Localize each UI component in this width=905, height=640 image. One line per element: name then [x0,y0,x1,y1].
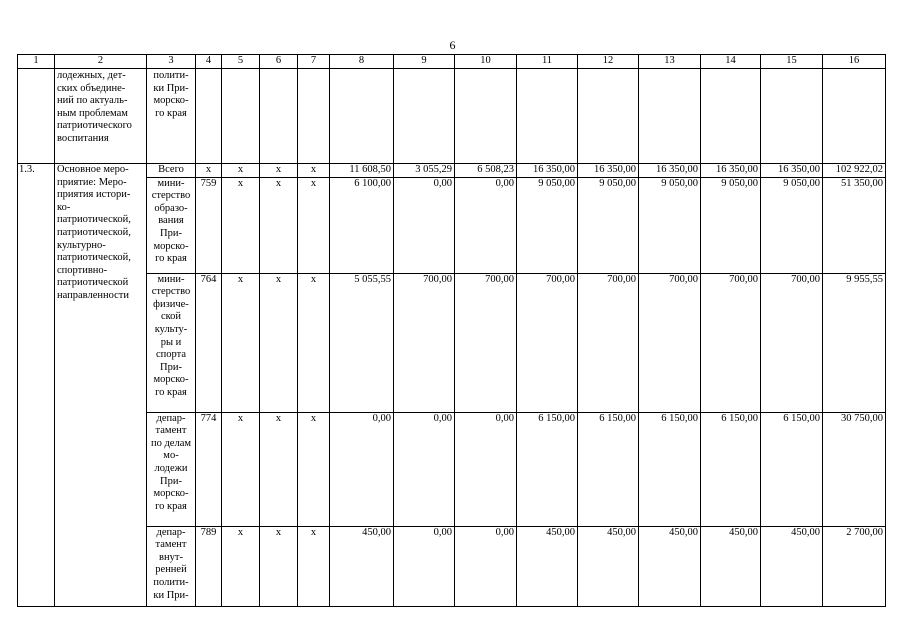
value-cell-15: 16 350,00 [761,164,823,178]
value-cell-16: 51 350,00 [823,177,886,273]
x-cell: х [260,177,298,273]
value-cell-15: 6 150,00 [761,412,823,526]
table-row [18,412,886,526]
column-number-2: 2 [55,55,147,69]
table-row [18,164,886,178]
code-cell: 764 [196,273,222,412]
value-cell-16: 9 955,55 [823,273,886,412]
code-cell: 774 [196,412,222,526]
x-cell: х [222,273,260,412]
x-cell: х [298,177,330,273]
value-cell-10: 0,00 [455,526,517,606]
value-cell-16: 102 922,02 [823,164,886,178]
value-cell-13: 9 050,00 [639,177,701,273]
value-cell-12: 16 350,00 [578,164,639,178]
code-cell: х [196,164,222,178]
value-cell-8: 0,00 [330,412,394,526]
value-cell-13: 450,00 [639,526,701,606]
value-cell-15: 450,00 [761,526,823,606]
value-cell-15: 9 050,00 [761,177,823,273]
value-cell-13: 6 150,00 [639,412,701,526]
value-cell-9: 3 055,29 [394,164,455,178]
value-cell-12: 6 150,00 [578,412,639,526]
value-cell-9: 0,00 [394,412,455,526]
column-number-9: 9 [394,55,455,69]
measure-name: лодежных, дет- ских объедине- ний по актуаль- ным проблемам патриотического воспитания [57,70,132,144]
table-row [18,177,886,273]
empty-cell [823,69,886,164]
column-number-13: 13 [639,55,701,69]
executor-cell: депар- тамент внут- ренней полити- ки При- [147,526,196,606]
executor-cell: Всего [147,164,196,178]
table-row [18,273,886,412]
value-cell-11: 6 150,00 [517,412,578,526]
value-cell-8: 450,00 [330,526,394,606]
x-cell: х [260,273,298,412]
value-cell-16: 2 700,00 [823,526,886,606]
empty-cell [260,69,298,164]
value-cell-12: 700,00 [578,273,639,412]
value-cell-8: 5 055,55 [330,273,394,412]
empty-cell [701,69,761,164]
executor-cell [147,69,196,164]
x-cell: х [222,164,260,178]
empty-cell [517,69,578,164]
value-cell-10: 6 508,23 [455,164,517,178]
column-number-16: 16 [823,55,886,69]
x-cell: х [260,412,298,526]
value-cell-14: 16 350,00 [701,164,761,178]
page-number: 6 [449,38,456,52]
x-cell: х [222,412,260,526]
value-cell-8: 6 100,00 [330,177,394,273]
value-cell-8: 11 608,50 [330,164,394,178]
column-number-14: 14 [701,55,761,69]
value-cell-11: 700,00 [517,273,578,412]
x-cell: х [260,164,298,178]
value-cell-13: 16 350,00 [639,164,701,178]
empty-cell [761,69,823,164]
empty-cell [222,69,260,164]
value-cell-11: 9 050,00 [517,177,578,273]
row-number-cell [18,69,55,164]
empty-cell [394,69,455,164]
x-cell: х [298,164,330,178]
value-cell-16: 30 750,00 [823,412,886,526]
column-number-15: 15 [761,55,823,69]
executor-cell: депар- тамент по делам мо- лодежи При- морско- го края [147,412,196,526]
column-number-7: 7 [298,55,330,69]
x-cell: х [222,177,260,273]
column-number-row [18,55,886,69]
executor-cell: мини- стерство образо- вания При- морско- го края [147,177,196,273]
code-cell: 759 [196,177,222,273]
value-cell-14: 700,00 [701,273,761,412]
measure-name-cell [55,69,147,164]
value-cell-14: 6 150,00 [701,412,761,526]
value-cell-10: 0,00 [455,412,517,526]
value-cell-9: 0,00 [394,177,455,273]
value-cell-12: 450,00 [578,526,639,606]
value-cell-12: 9 050,00 [578,177,639,273]
x-cell: х [298,412,330,526]
continuation-row [18,69,886,164]
column-number-12: 12 [578,55,639,69]
empty-cell [578,69,639,164]
value-cell-9: 0,00 [394,526,455,606]
column-number-5: 5 [222,55,260,69]
column-number-8: 8 [330,55,394,69]
value-cell-11: 16 350,00 [517,164,578,178]
executor-name: полити- ки При- морско- го края [153,70,189,119]
empty-cell [196,69,222,164]
value-cell-14: 450,00 [701,526,761,606]
column-number-10: 10 [455,55,517,69]
x-cell: х [298,273,330,412]
x-cell: х [260,526,298,606]
value-cell-13: 700,00 [639,273,701,412]
value-cell-10: 700,00 [455,273,517,412]
measure-name-cell: Основное меро- приятие: Меро- приятия истори- ко- патриотической, патриотической, культурно- патриотической, спортивно- патриотической направленности [55,164,147,607]
value-cell-11: 450,00 [517,526,578,606]
empty-cell [330,69,394,164]
row-number-cell: 1.3. [18,164,55,607]
column-number-6: 6 [260,55,298,69]
column-number-11: 11 [517,55,578,69]
budget-table [17,54,886,607]
value-cell-10: 0,00 [455,177,517,273]
empty-cell [639,69,701,164]
column-number-4: 4 [196,55,222,69]
executor-cell: мини- стерство физиче- ской культу- ры и спорта При- морско- го края [147,273,196,412]
x-cell: х [222,526,260,606]
value-cell-15: 700,00 [761,273,823,412]
code-cell: 789 [196,526,222,606]
value-cell-9: 700,00 [394,273,455,412]
empty-cell [298,69,330,164]
column-number-3: 3 [147,55,196,69]
value-cell-14: 9 050,00 [701,177,761,273]
table-row [18,526,886,606]
column-number-1: 1 [18,55,55,69]
x-cell: х [298,526,330,606]
empty-cell [455,69,517,164]
